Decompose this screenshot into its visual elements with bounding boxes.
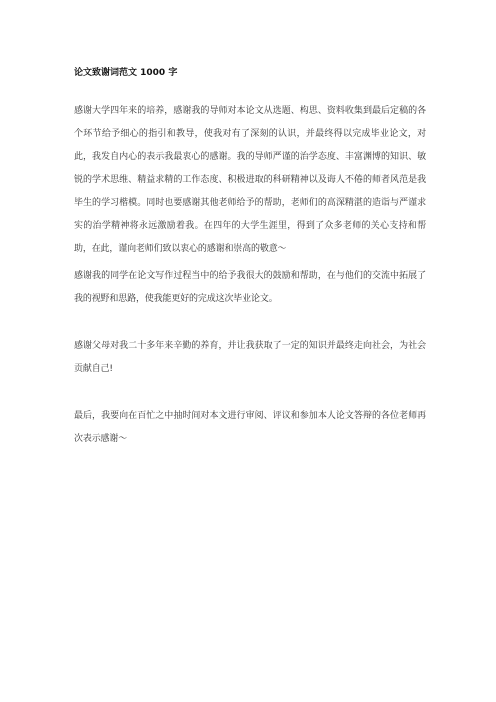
document-title: 论文致谢词范文 1000 字: [74, 68, 178, 78]
paragraph-thanks-university-advisor: 感谢大学四年来的培养，感谢我的导师对本论文从选题、构思、资料收集到最后定稿的各个环节给予细心的指引和教导，使我对有了深刻的认识，并最终得以完成毕业论文，对此，我发自内心的表示我最衷心的感谢。我的导师严谨的治学态度、丰富渊博的知识、敏锐的学术思维、精益求精的工作态度、积极进取的科研精神以及诲人不倦的师者风范是我毕生的学习楷模。同时也要感谢其他老师给予的帮助，老师们的高深精湛的造诣与严谨求实的治学精神将永远激励着我。在四年的大学生涯里，得到了众多老师的关心支持和帮助，在此，谨向老师们致以衷心的感谢和崇高的敬意～: [74, 106, 426, 254]
paragraph-thanks-reviewers: 最后，我要向在百忙之中抽时间对本文进行审阅、评议和参加本人论文答辩的各位老师再次表示感谢～: [74, 411, 426, 444]
paragraph-thanks-parents: 感谢父母对我二十多年来辛勤的养育，并让我获取了一定的知识并最终走向社会，为社会贡献自己!: [74, 341, 426, 374]
paragraph-thanks-classmates: 感谢我的同学在论文写作过程当中的给予我很大的鼓励和帮助，在与他们的交流中拓展了我的视野和思路，使我能更好的完成这次毕业论文。: [74, 271, 426, 304]
